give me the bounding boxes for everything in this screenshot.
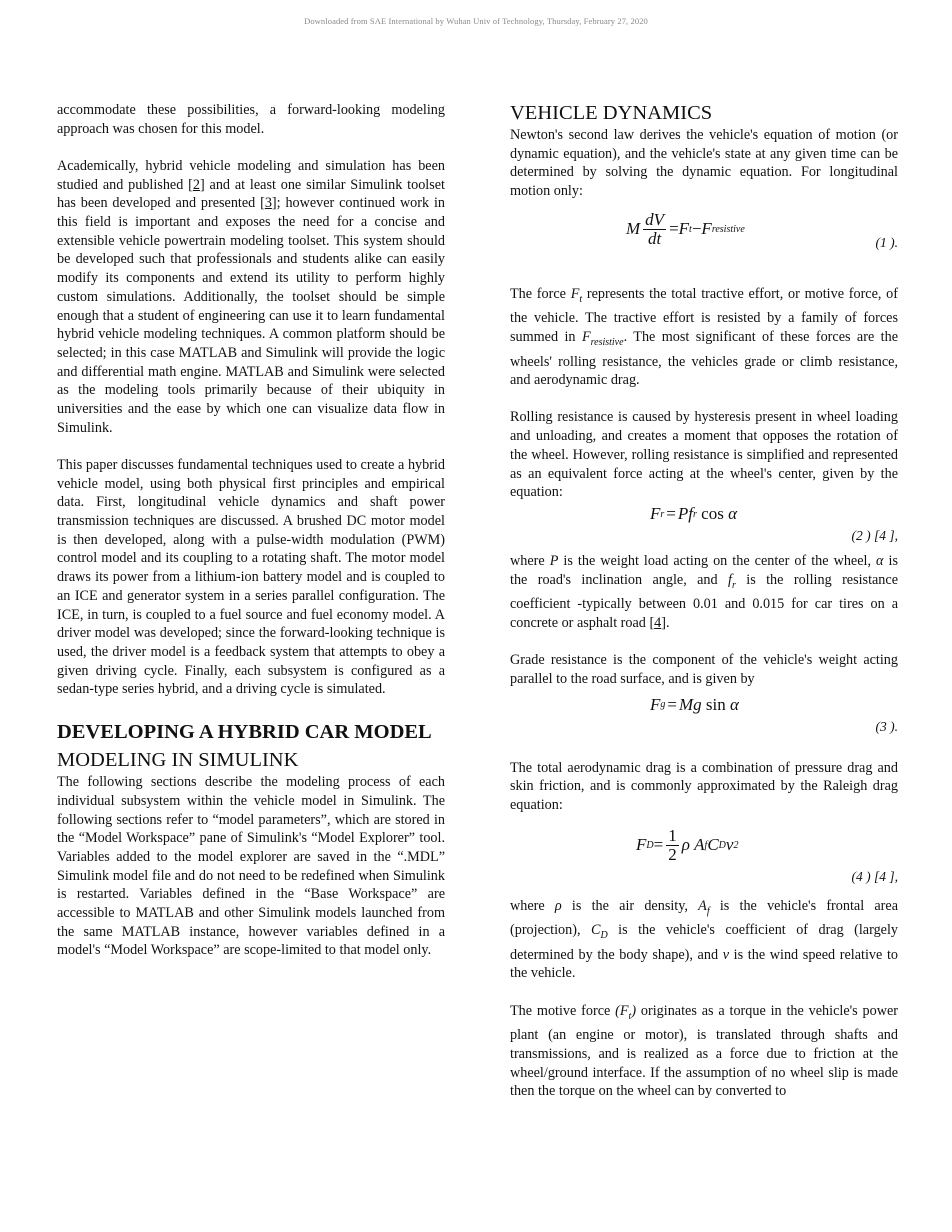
left-column	[57, 101, 445, 960]
eq-operator: =	[667, 694, 677, 714]
text: is the wind speed relative to the vehicle.	[510, 946, 898, 982]
subscript: r	[731, 579, 736, 591]
section-heading-developing: DEVELOPING A HYBRID CAR MODEL	[57, 721, 432, 744]
equation-number-3: (3 ).	[875, 718, 898, 734]
symbol: )	[631, 1002, 637, 1019]
text: . The most significant of these forces are the wheels' rolling resistance, the vehicles grade or climb resistance, and aerodynamic drag.	[510, 329, 898, 389]
symbol: f	[728, 571, 732, 588]
text: is the rolling resistance coefficient -typically between 0.01 and 0.015 for car tires on a concrete or asphalt road [	[510, 571, 898, 631]
text: is the air density,	[561, 897, 699, 914]
eq-symbol: Pf	[677, 504, 693, 523]
eq-symbol: F	[650, 694, 661, 714]
subscript: f	[706, 905, 710, 917]
eq-symbol: M	[626, 219, 641, 239]
subsection-heading-vehicle-dynamics: VEHICLE DYNAMICS	[510, 102, 713, 124]
equation-4	[510, 823, 898, 893]
symbol: C	[590, 922, 601, 939]
text: Academically, hybrid vehicle modeling and simulation has been studied and published [	[57, 157, 445, 193]
eq-symbol: A	[694, 835, 705, 855]
eq-subscript: r	[693, 508, 697, 520]
text: represents the total tractive effort, or motive force, of the vehicle. The tractive effort is resisted by a family of forces summed in	[510, 285, 898, 346]
citation-link-2[interactable]: 2	[192, 176, 200, 193]
eq-subscript: g	[660, 699, 666, 711]
eq-symbol: F	[650, 504, 661, 523]
text: ] and at least one similar Simulink toolset has been developed and presented [	[57, 176, 445, 212]
paragraph-newton: Newton's second law derives the vehicle's equation of motion (or dynamic equation), and the vehicle's state at any given time can be determined by solving the dynamic equation. For longitudinal motion only:	[510, 127, 898, 200]
eq-symbol: Mg	[678, 694, 702, 714]
eq-numerator: dV	[645, 209, 665, 229]
download-header: Downloaded from SAE International by Wuhan Univ of Technology, Thursday, February 27, 2020	[304, 16, 648, 26]
right-column	[510, 101, 898, 1101]
eq-fraction	[666, 827, 679, 864]
eq-symbol: v	[725, 835, 734, 855]
eq-operator: =	[653, 835, 664, 855]
equation-2	[510, 502, 898, 544]
eq-denominator: dt	[648, 228, 662, 248]
subscript: t	[579, 293, 583, 305]
text: is the vehicle's frontal area (projection),	[510, 897, 898, 939]
eq-denominator: 2	[668, 844, 677, 864]
symbol: v	[722, 946, 730, 963]
text: is the weight load acting on the center of the wheel,	[558, 553, 877, 569]
subsection-heading-simulink: MODELING IN SIMULINK	[57, 749, 299, 772]
paragraph-motive-force	[510, 1002, 898, 1101]
equation-number-4: (4 ) [4 ],	[851, 868, 898, 884]
equation-3	[510, 693, 898, 745]
eq-subscript: f	[704, 839, 708, 851]
paragraph-aero-drag: The total aerodynamic drag is a combination of pressure drag and skin friction, and is commonly approximated by the Raleigh drag equation:	[510, 759, 898, 813]
symbol: α	[876, 553, 884, 569]
symbol: (F	[615, 1002, 629, 1019]
eq-symbol: C	[707, 835, 719, 855]
eq-function: cos	[696, 504, 729, 523]
eq-subscript: D	[718, 839, 726, 851]
eq-subscript: D	[646, 839, 654, 851]
subscript: resistive	[590, 336, 624, 348]
eq-fraction	[643, 211, 666, 248]
text: The force	[510, 285, 571, 302]
citation-link-4[interactable]: 4	[654, 614, 662, 631]
eq-symbol: α	[730, 694, 739, 714]
eq-numerator: 1	[668, 825, 677, 845]
paragraph-paper-overview: This paper discusses fundamental techniques used to create a hybrid vehicle model, using both physical first principles and empirical data. First, longitudinal vehicle dynamics and shaft power transmission techniques are discussed. A brushed DC motor model is then developed, along with a pulse-width modulation (PWM) control model and its coupling to a rotating shaft. The motor model draws its power from a lithium-ion battery model and is coupled to an ICE and generator system in a series parallel configuration. The ICE, in turn, is coupled to a fuel source and fuel economy model. A driver model was developed; since the forward-looking technique is used, the driver model is a feedback system that attempts to obey a given driving cycle. Finally, each subsystem is configured as a sedan-type series hybrid, and a driving cycle is simulated.	[57, 456, 445, 698]
paragraph-grade-resistance: Grade resistance is the component of the vehicle's weight acting parallel to the road surface, and is given by	[510, 652, 898, 687]
eq-operator: =	[666, 504, 676, 523]
subscript: t	[628, 1010, 632, 1022]
text: where	[510, 553, 550, 569]
paragraph-rolling-resistance: Rolling resistance is caused by hysteresis present in wheel loading and unloading, and creates a moment that opposes the rotation of the wheel. However, rolling resistance is simplified and represented as an equivalent force acting at the wheel's center, given by the equation:	[510, 409, 898, 501]
eq-symbol: F	[636, 835, 647, 855]
paragraph-academic	[57, 157, 445, 438]
equation-1	[510, 201, 898, 265]
text: ]; however continued work in this field is important and exposes the need for a concise and extensible vehicle powertrain modeling toolset. This system should be developed such that professionals and students alike can easily modify its components and extend its utility to perform highly custom simulations. Additionally, the toolset should be simple enough that a student of engineering can use it to learn fundamental hybrid vehicle modeling techniques. A common platform should be selected; in this case MATLAB and Simulink will provide the logic and differential math engine. MATLAB and Simulink were selected as the modeling tools primarily because of their ubiquity in universities and the ease by which one can visualize data flow in Simulink.	[57, 195, 445, 436]
subscript: D	[600, 930, 608, 942]
citation-link-3[interactable]: 3	[264, 195, 272, 212]
paragraph-forward-looking: accommodate these possibilities, a forward-looking modeling approach was chosen for this model.	[57, 102, 445, 137]
text: where	[510, 897, 555, 914]
eq-subscript: r	[660, 508, 665, 520]
paragraph-simulink-workspace: The following sections describe the modeling process of each individual subsystem within the vehicle model in Simulink. The following sections refer to “model parameters”, which are stored in the “Model Workspace” pane of Simulink's “Model Explorer” tool. Variables added to the model explorer are saved in the “.MDL” Simulink model file and do not need to be redefined when Simulink is restarted. Variables defined in the “Base Workspace” are accessible to MATLAB and other Simulink models launched from the same MATLAB instance, however variables defined in a model's “Model Workspace” are scope-limited to that model only.	[57, 774, 445, 959]
text: originates as a torque in the vehicle's power plant (an engine or motor), is translated through shafts and transmissions, and is realized as a force due to friction at the wheel/ground interface. If the assumption of no wheel slip is made then the torque on the wheel can by converted to	[510, 1002, 898, 1100]
eq-symbol: ρ	[681, 835, 690, 855]
symbol: F	[570, 285, 580, 302]
symbol: ρ	[554, 897, 562, 914]
eq-symbol: F	[701, 219, 712, 239]
eq-symbol: F	[678, 219, 690, 239]
eq-subscript: t	[689, 223, 692, 235]
eq-operator: −	[691, 219, 702, 239]
text: is the road's inclination angle, and	[510, 553, 898, 588]
symbol: P	[549, 553, 559, 569]
text: ].	[661, 614, 670, 631]
equation-number-1: (1 ).	[875, 234, 898, 250]
paragraph-drag-variables	[510, 897, 898, 983]
eq-symbol: α	[728, 504, 738, 523]
equation-number-2: (2 ) [4 ],	[851, 528, 898, 543]
text: The motive force	[510, 1002, 616, 1019]
eq-subscript: resistive	[711, 223, 745, 235]
symbol: F	[581, 329, 591, 346]
paragraph-tractive-force	[510, 285, 898, 390]
paragraph-rolling-variables	[510, 552, 898, 633]
eq-superscript: 2	[733, 839, 739, 851]
eq-function: sin	[701, 694, 730, 714]
symbol: A	[698, 897, 707, 914]
eq-operator: =	[669, 219, 679, 239]
text: is the vehicle's coefficient of drag (largely determined by the body shape), and	[510, 922, 899, 963]
